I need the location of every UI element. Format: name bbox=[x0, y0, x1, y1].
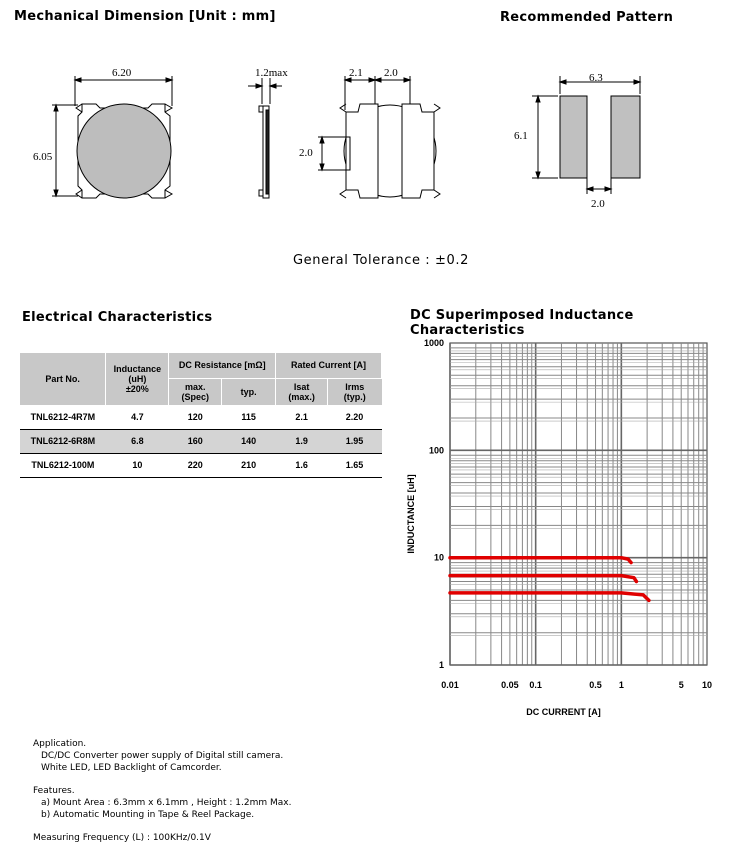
mechanical-drawing bbox=[0, 40, 470, 220]
dim-a-label: 2.1 bbox=[349, 67, 363, 79]
cell-dcr-max: 120 bbox=[169, 405, 222, 429]
mechanical-title: Mechanical Dimension [Unit : mm] bbox=[14, 9, 276, 24]
cell-dcr-max: 220 bbox=[169, 453, 222, 477]
measuring-frequency: Measuring Frequency (L) : 100KHz/0.1V bbox=[33, 833, 211, 843]
cell-part: TNL6212-100M bbox=[20, 453, 106, 477]
cell-irms: 1.65 bbox=[328, 453, 382, 477]
header-dcr-max: max. (Spec) bbox=[169, 378, 222, 405]
cell-irms: 1.95 bbox=[328, 429, 382, 453]
header-part-no: Part No. bbox=[20, 353, 106, 405]
x-axis-label: DC CURRENT [A] bbox=[526, 707, 601, 717]
header-dcr-typ: typ. bbox=[222, 378, 276, 405]
cell-inductance: 6.8 bbox=[106, 429, 169, 453]
features-title: Features. bbox=[33, 786, 75, 796]
header-isat: Isat (max.) bbox=[276, 378, 328, 405]
general-tolerance: General Tolerance : ±0.2 bbox=[293, 253, 469, 268]
x-tick-label: 0.1 bbox=[529, 680, 542, 690]
cell-isat: 2.1 bbox=[276, 405, 328, 429]
x-tick-label: 0.05 bbox=[501, 680, 519, 690]
x-tick-label: 5 bbox=[678, 680, 684, 690]
table-row bbox=[20, 429, 382, 453]
y-axis-label: INDUCTANCE [uH] bbox=[406, 474, 416, 554]
cell-dcr-max: 160 bbox=[169, 429, 222, 453]
bottom-view bbox=[318, 76, 440, 198]
y-tick-label: 1000 bbox=[423, 338, 444, 348]
cell-irms: 2.20 bbox=[328, 405, 382, 429]
y-tick-label: 10 bbox=[433, 552, 444, 563]
header-irms: Irms (typ.) bbox=[328, 378, 382, 405]
header-inductance: Inductance (uH) ±20% bbox=[106, 353, 169, 405]
side-view bbox=[248, 78, 282, 198]
x-tick-label: 0.5 bbox=[589, 680, 602, 690]
cell-inductance: 4.7 bbox=[106, 405, 169, 429]
top-view bbox=[52, 76, 172, 198]
dim-c-label: 2.0 bbox=[299, 147, 313, 159]
features-line-2: b) Automatic Mounting in Tape & Reel Package. bbox=[41, 810, 255, 820]
dim-height-label: 6.05 bbox=[33, 151, 53, 163]
x-tick-label: 10 bbox=[701, 680, 713, 690]
pattern-height-label: 6.1 bbox=[514, 130, 528, 142]
pattern-width-label: 6.3 bbox=[589, 72, 603, 84]
dim-thickness-label: 1.2max bbox=[255, 67, 288, 79]
table-row bbox=[20, 405, 382, 429]
application-line-2: White LED, LED Backlight of Camcorder. bbox=[41, 763, 222, 773]
cell-dcr-typ: 115 bbox=[222, 405, 276, 429]
application-line-1: DC/DC Converter power supply of Digital still camera. bbox=[41, 751, 284, 761]
pattern-drawing bbox=[510, 70, 660, 210]
header-dc-resistance: DC Resistance [mΩ] bbox=[169, 353, 276, 378]
notes bbox=[33, 738, 291, 844]
x-tick-label: 1 bbox=[618, 680, 624, 690]
pattern-gap-label: 2.0 bbox=[591, 198, 605, 210]
cell-part: TNL6212-4R7M bbox=[20, 405, 106, 429]
table-row bbox=[20, 453, 382, 477]
x-tick-label: 0.01 bbox=[441, 680, 459, 690]
y-tick-label: 1 bbox=[438, 660, 444, 670]
cell-dcr-typ: 210 bbox=[222, 453, 276, 477]
application-title: Application. bbox=[33, 739, 87, 749]
cell-inductance: 10 bbox=[106, 453, 169, 477]
cell-isat: 1.6 bbox=[276, 453, 328, 477]
y-tick-label: 100 bbox=[428, 445, 444, 456]
electrical-table bbox=[20, 353, 382, 478]
cell-dcr-typ: 140 bbox=[222, 429, 276, 453]
pattern-title: Recommended Pattern bbox=[500, 10, 674, 25]
header-rated-current: Rated Current [A] bbox=[276, 353, 382, 378]
chart-title: DC Superimposed Inductance Characteristics bbox=[410, 308, 634, 338]
features-line-1: a) Mount Area : 6.3mm x 6.1mm , Height : 1.2mm Max. bbox=[41, 798, 292, 808]
dim-b-label: 2.0 bbox=[384, 67, 398, 79]
cell-part: TNL6212-6R8M bbox=[20, 429, 106, 453]
cell-isat: 1.9 bbox=[276, 429, 328, 453]
inductance-chart bbox=[400, 330, 740, 725]
dim-width-label: 6.20 bbox=[112, 67, 132, 79]
electrical-title: Electrical Characteristics bbox=[22, 310, 213, 325]
